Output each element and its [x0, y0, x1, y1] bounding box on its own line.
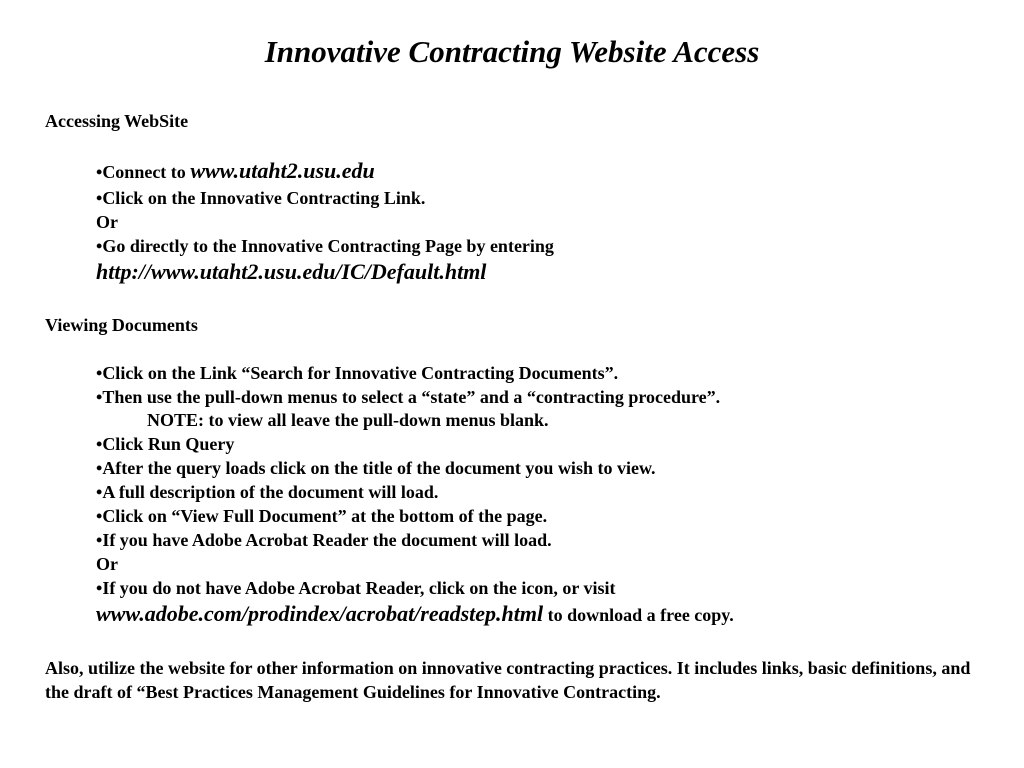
bullet-no-reader: [96, 577, 616, 599]
bullet-glyph: •: [96, 236, 103, 256]
note-text: NOTE: to view all leave the pull-down menus blank.: [147, 410, 549, 430]
or-text-1: Or: [96, 212, 118, 232]
bullet-glyph: •: [96, 162, 103, 182]
adobe-link-line: [96, 603, 734, 626]
bullet-pulldown: [96, 386, 720, 408]
direct-url-line: [96, 261, 486, 284]
bullet-glyph: •: [96, 434, 103, 454]
go-directly-text: Go directly to the Innovative Contracting Page by entering: [102, 236, 554, 256]
bullet-connect: [96, 160, 375, 183]
utaht2-link[interactable]: www.utaht2.usu.edu: [190, 158, 375, 183]
view-full-text: Click on “View Full Document” at the bottom of the page.: [102, 506, 548, 526]
direct-url-link[interactable]: http://www.utaht2.usu.edu/IC/Default.html: [96, 259, 487, 284]
bullet-glyph: •: [96, 506, 103, 526]
bullet-glyph: •: [96, 578, 103, 598]
search-link-text: Click on the Link “Search for Innovative Contracting Documents”.: [102, 363, 619, 383]
page-title: Innovative Contracting Website Access: [264, 34, 760, 69]
bullet-glyph: •: [96, 363, 103, 383]
no-reader-text: If you do not have Adobe Acrobat Reader, click on the icon, or visit: [102, 578, 616, 598]
description-text: A full description of the document will load.: [102, 482, 439, 502]
bullet-run-query: [96, 433, 234, 455]
bullet-glyph: •: [96, 458, 103, 478]
bullet-after-query: [96, 457, 655, 479]
closing-paragraph: Also, utilize the website for other information on innovative contracting practices. It includes links, basic definitions, and the draft of “Best Practices Management Guidelines for Innovative Contracting.: [45, 658, 971, 702]
click-link-text: Click on the Innovative Contracting Link.: [102, 188, 426, 208]
bullet-glyph: •: [96, 530, 103, 550]
bullet-go-directly: [96, 235, 554, 257]
bullet-glyph: •: [96, 188, 103, 208]
run-query-text: Click Run Query: [102, 434, 235, 454]
bullet-click-link: [96, 187, 425, 209]
bullet-glyph: •: [96, 387, 103, 407]
section-heading-accessing-website: Accessing WebSite: [45, 111, 189, 131]
connect-prefix: Connect to: [102, 162, 191, 182]
or-text-2: Or: [96, 554, 118, 574]
bullet-view-full: [96, 505, 547, 527]
pulldown-text: Then use the pull-down menus to select a “state” and a “contracting procedure”.: [102, 387, 721, 407]
after-query-text: After the query loads click on the title of the document you wish to view.: [102, 458, 656, 478]
bullet-have-reader: [96, 529, 552, 551]
download-suffix: to download a free copy.: [543, 605, 734, 625]
section-heading-viewing-documents: Viewing Documents: [45, 315, 198, 335]
adobe-link[interactable]: www.adobe.com/prodindex/acrobat/readstep.html: [96, 601, 544, 626]
have-reader-text: If you have Adobe Acrobat Reader the document will load.: [102, 530, 552, 550]
bullet-search-link: [96, 362, 618, 384]
bullet-description: [96, 481, 438, 503]
bullet-glyph: •: [96, 482, 103, 502]
